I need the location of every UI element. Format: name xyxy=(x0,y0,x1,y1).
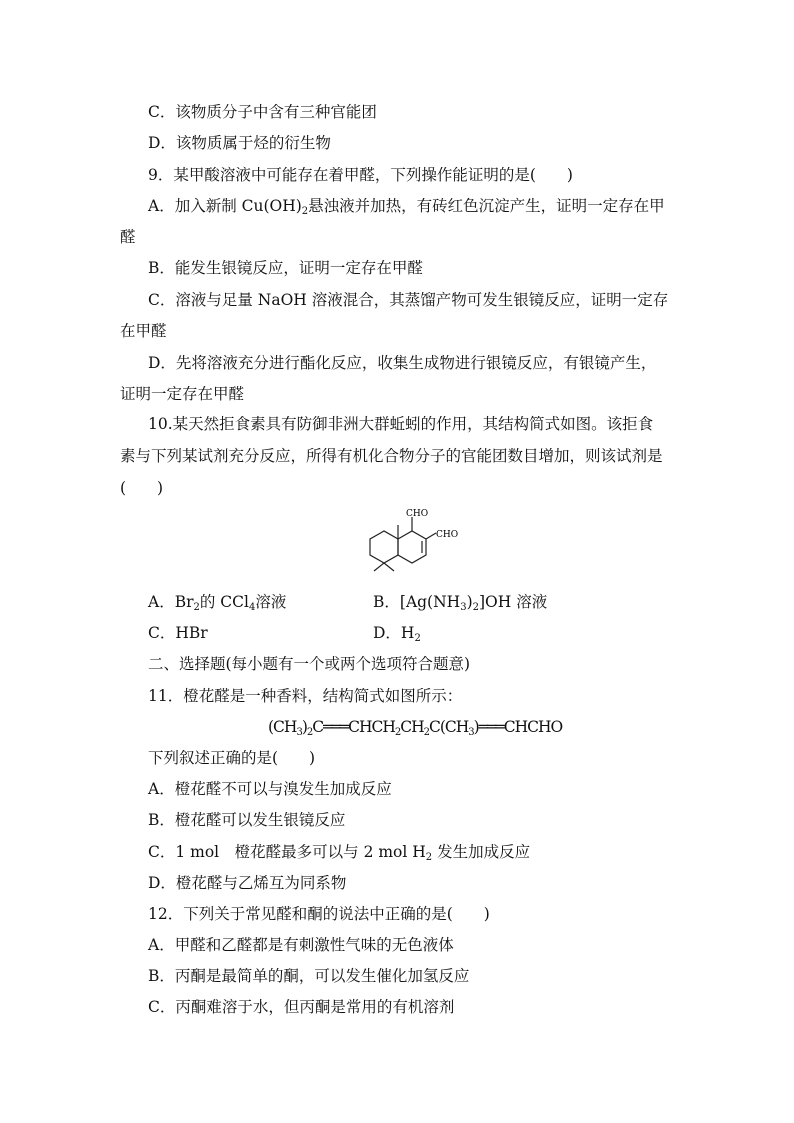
q9-option-a: A．加入新制 $Cu(OH)_2$悬浊液并加热，有砖红色沉淀产生，证明一定存在甲 xyxy=(148,197,665,217)
structure-diagram xyxy=(350,505,480,585)
q10-option-c: C．HBr xyxy=(148,624,208,642)
bond-cho-right xyxy=(426,533,436,539)
q10-stem-line3: ( ) xyxy=(120,479,164,497)
q11-option-b: B．橙花醛可以发生银镜反应 xyxy=(148,811,346,829)
q11-option-d: D．橙花醛与乙烯互为同系物 xyxy=(148,874,347,892)
q10-option-a: A．$Br_2$的 CCl$_4$溶液 xyxy=(148,593,287,613)
q8-option-d: D．该物质属于烃的衍生物 xyxy=(148,134,331,152)
q9-option-c: C．溶液与足量 NaOH 溶液混合，其蒸馏产物可发生银镜反应，证明一定存 xyxy=(148,291,669,309)
q12-option-a: A．甲醛和乙醛都是有刺激性气味的无色液体 xyxy=(148,936,454,954)
q8-option-c: C．该物质分子中含有三种官能团 xyxy=(148,103,377,121)
cho-right-label: CHO xyxy=(436,530,459,540)
q9-stem: 9．某甲酸溶液中可能存在着甲醛，下列操作能证明的是( ) xyxy=(148,166,573,184)
q12-option-b: B．丙酮是最简单的酮，可以发生催化加氢反应 xyxy=(148,967,470,985)
ring-left xyxy=(370,531,398,563)
q9-option-d-cont: 证明一定存在甲醛 xyxy=(120,385,245,403)
q9-option-a-cont: 醛 xyxy=(120,228,136,246)
methyl-bottom-1 xyxy=(374,563,384,571)
q10-option-b: B．$[Ag(NH_3)_2]OH$ 溶液 xyxy=(373,593,548,613)
q12-stem: 12．下列关于常见醛和酮的说法中正确的是( ) xyxy=(148,905,490,923)
cho-top-label: CHO xyxy=(406,509,429,519)
methyl-bottom-2 xyxy=(384,563,394,571)
q10-stem-line2: 素与下列某试剂充分反应，所得有机化合物分子的官能团数目增加，则该试剂是 xyxy=(120,447,663,465)
q9-option-d: D．先将溶液充分进行酯化反应，收集生成物进行银镜反应，有银镜产生， xyxy=(148,354,657,372)
q11-option-c: C．1 mol 橙花醛最多可以与 2 mol $H_2$ 发生加成反应 xyxy=(148,843,531,863)
q9-option-b: B．能发生银镜反应，证明一定存在甲醛 xyxy=(148,259,423,277)
q11-formula: $(CH_3)_2C═══CHCH_2CH_2C(CH_3)═══CHCHO$ xyxy=(268,718,563,738)
q9-option-c-cont: 在甲醛 xyxy=(120,322,167,340)
section-2-title: 二、选择题(每小题有一个或两个选项符合题意) xyxy=(148,655,471,673)
q11-option-a: A．橙花醛不可以与溴发生加成反应 xyxy=(148,780,392,798)
q12-option-c: C．丙酮难溶于水，但丙酮是常用的有机溶剂 xyxy=(148,998,455,1016)
q10-stem-line1: 10.某天然拒食素具有防御非洲大群蚯蚓的作用，其结构简式如图。该拒食 xyxy=(148,415,654,433)
q11-stem: 11．橙花醛是一种香料，结构简式如图所示： xyxy=(148,687,463,705)
q11-question: 下列叙述正确的是( ) xyxy=(148,749,316,767)
q10-option-d: D．$H_2$ xyxy=(373,624,421,644)
